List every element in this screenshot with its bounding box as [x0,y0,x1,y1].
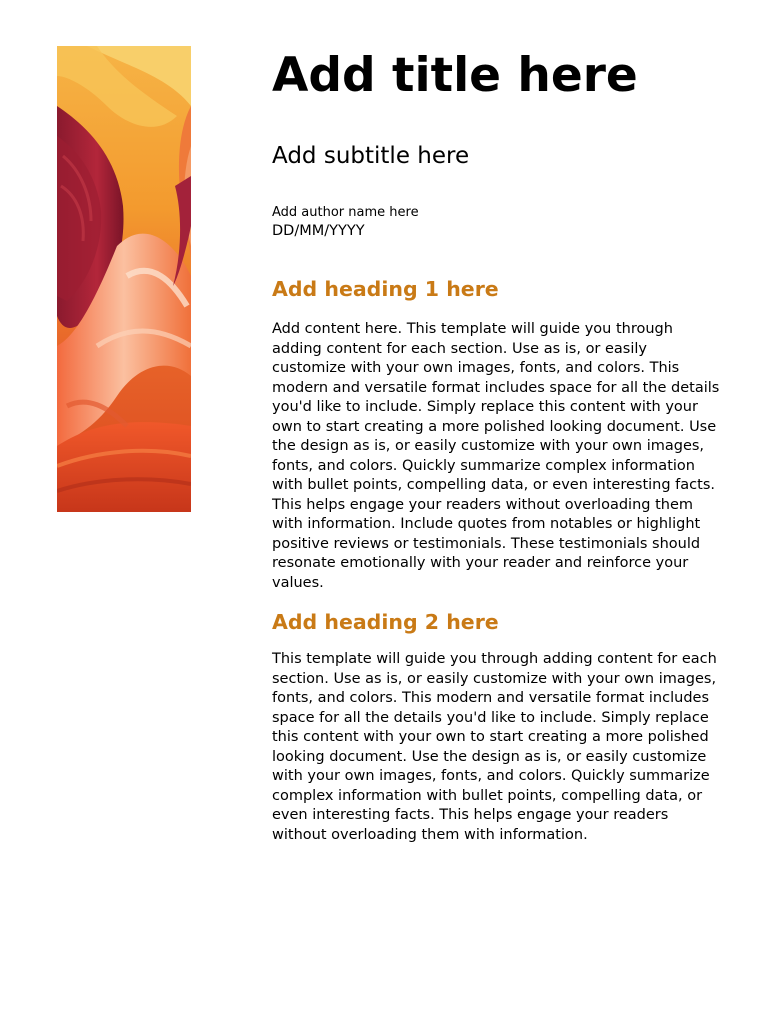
document-title: Add title here [272,48,638,103]
section-heading-1: Add heading 1 here [272,277,499,301]
document-date: DD/MM/YYYY [272,223,365,239]
section-body-2: This template will guide you through adding content for each section. Use as is, or easily customize with your own images, fonts, and colors. This modern and versatile format includes space for all the details you'd like to include. Simply replace this content with your own to start creating a more polished looking document. Use the design as is, or easily customize with your own images, fonts, and colors. Quickly summarize complex information with bullet points, compelling data, or even interesting facts. This helps engage your readers without overloading them with information. [272,651,717,843]
document-subtitle: Add subtitle here [272,143,470,169]
section-heading-2: Add heading 2 here [272,610,499,634]
author-name: Add author name here [272,205,419,220]
section-body-1: Add content here. This template will guide you through adding content for each section. Use as is, or easily customize with your own images, fonts, and colors. This modern and versatile format includes space for all the details you'd like to include. Simply replace this content with your own to start creating a more polished looking document. Use the design as is, or easily customize with your own images, fonts, and colors. Quickly summarize complex information with bullet points, compelling data, or even interesting facts. This helps engage your readers without overloading them with information. Include quotes from notables or highlight positive reviews or testimonials. These testimonials should resonate emotionally with your reader and reinforce your values. [272,321,720,591]
canyon-photo-art [57,46,191,512]
canyon-photo [57,46,191,512]
